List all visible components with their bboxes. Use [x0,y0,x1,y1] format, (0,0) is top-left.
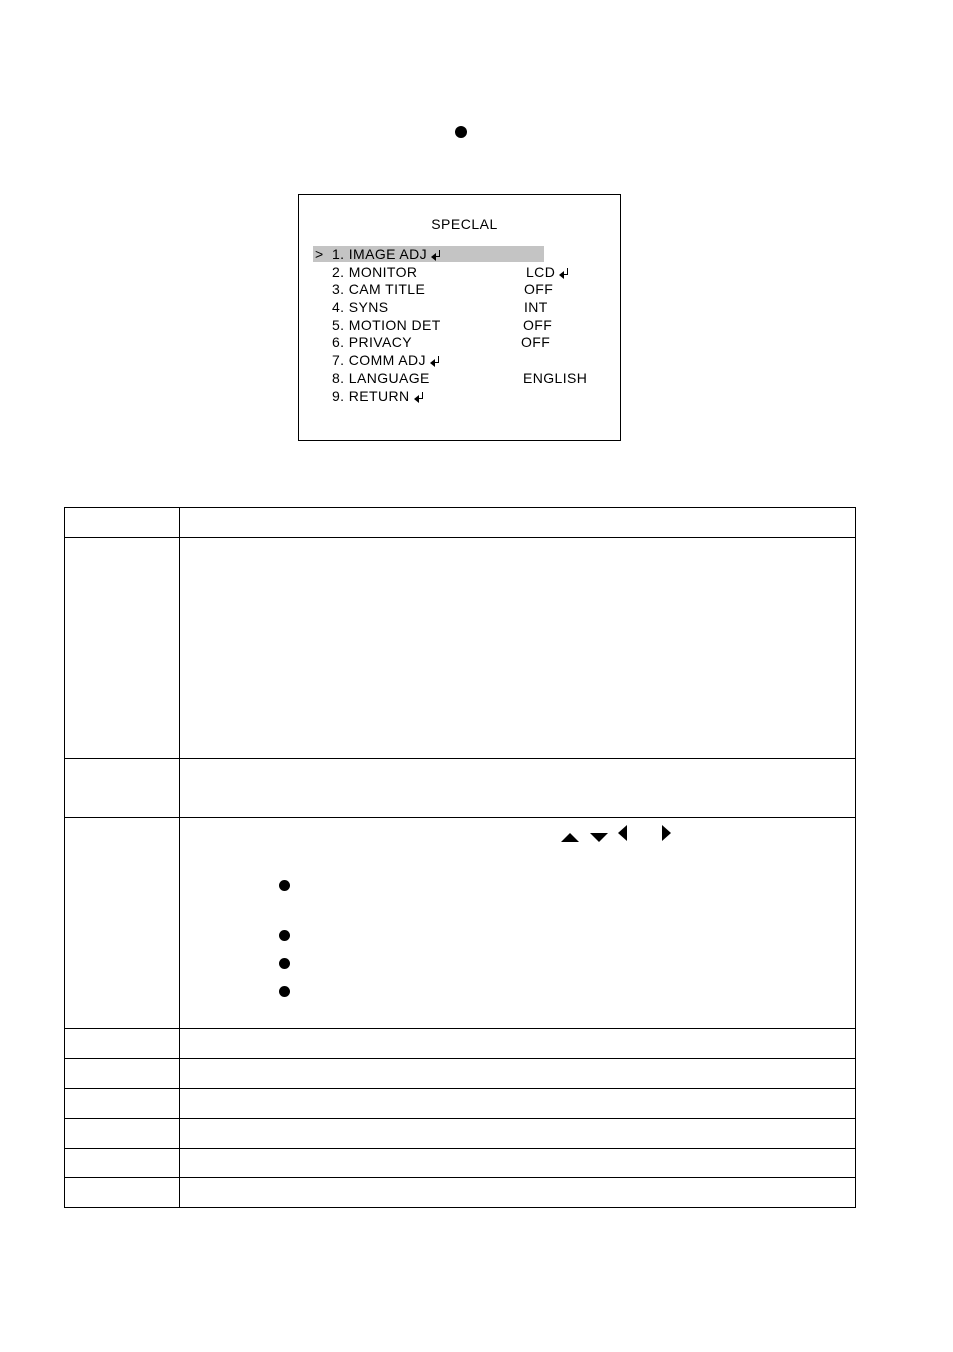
osd-item-label: 6. PRIVACY [332,334,412,350]
osd-item-value: OFF [523,317,553,333]
osd-item-value: OFF [521,334,551,350]
osd-item-value: OFF [524,281,554,297]
table-cell [180,538,856,759]
osd-menu-item-image-adj[interactable] [313,246,603,263]
table-cell [180,1089,856,1119]
osd-item-label: 3. CAM TITLE [332,281,426,297]
bullet-icon [455,126,467,138]
bullet-icon [279,958,290,969]
table-cell [65,1059,180,1089]
table-cell [180,1059,856,1089]
osd-item-label: 8. LANGUAGE [332,370,430,386]
osd-menu-item-language[interactable] [313,370,603,387]
bullet-icon [279,880,290,891]
osd-menu-item-return[interactable] [313,388,603,405]
up-arrow-icon [561,833,579,842]
osd-menu-title: SPECLAL [431,216,498,232]
osd-item-value: ENGLISH [523,370,588,386]
osd-menu-item-monitor[interactable] [313,264,603,281]
table-cell [65,1149,180,1178]
table-row [65,1029,856,1059]
osd-item-label: 2. MONITOR [332,264,418,280]
enter-arrow-icon [431,250,441,260]
osd-item-label: 9. RETURN [332,388,410,404]
table-cell [180,1029,856,1059]
table-row [65,1178,856,1208]
osd-menu-item-privacy[interactable] [313,334,603,351]
table-cell [65,1119,180,1149]
table-cell [65,1178,180,1208]
table-cell [180,1119,856,1149]
osd-menu-screen [298,194,621,441]
table-cell [180,1149,856,1178]
bullet-icon [279,930,290,941]
table-row [65,1119,856,1149]
enter-arrow-icon [414,392,424,402]
down-arrow-icon [590,833,608,842]
table-cell [65,818,180,1029]
enter-arrow-icon [559,268,569,278]
table-cell [180,1178,856,1208]
table-cell [65,508,180,538]
osd-item-label: 1. IMAGE ADJ [332,246,428,262]
table-cell [65,538,180,759]
enter-arrow-icon [430,356,440,366]
osd-item-value: INT [524,299,548,315]
table-cell [180,818,856,1029]
table-cell [65,1089,180,1119]
table-row [65,1149,856,1178]
spec-table [64,507,856,1208]
osd-item-label: 7. COMM ADJ [332,352,426,368]
table-cell [65,1029,180,1059]
osd-item-label: 4. SYNS [332,299,389,315]
table-row [65,759,856,818]
table-cell [180,508,856,538]
osd-menu-item-syns[interactable] [313,299,603,316]
bullet-icon [279,986,290,997]
left-arrow-icon [618,825,627,841]
osd-item-value: LCD [526,264,556,280]
table-cell [65,759,180,818]
osd-menu-item-cam-title[interactable] [313,281,603,298]
table-cell [180,759,856,818]
osd-item-label: 5. MOTION DET [332,317,441,333]
right-arrow-icon [662,825,671,841]
osd-menu-item-motion-det[interactable] [313,317,603,334]
table-row [65,1089,856,1119]
cursor-indicator: > [315,246,324,262]
table-row [65,1059,856,1089]
osd-menu-item-comm-adj[interactable] [313,352,603,369]
table-row [65,538,856,759]
table-row [65,818,856,1029]
table-row [65,508,856,538]
